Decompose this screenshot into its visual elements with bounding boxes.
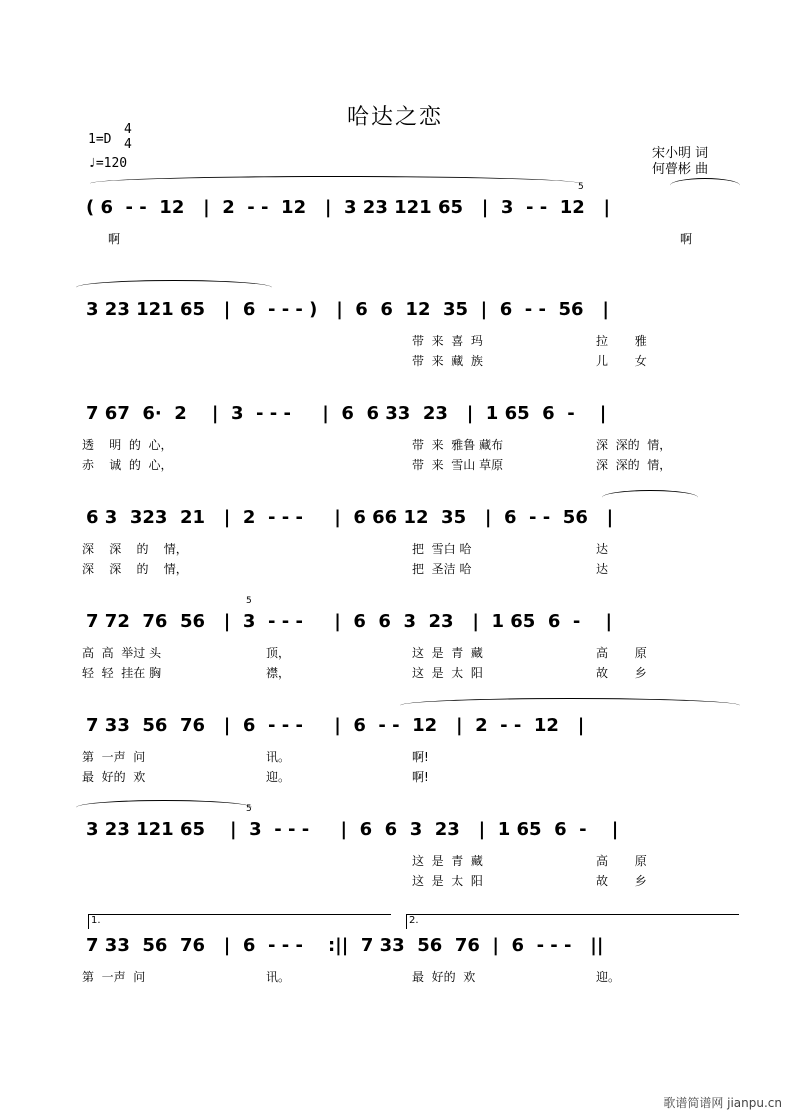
lyric-4b: 故 乡 <box>596 666 647 680</box>
lyric-3b: 带 来 雪山 草原 <box>412 458 504 472</box>
time-signature <box>124 122 132 152</box>
score-row-4 <box>70 506 750 616</box>
lyric-3a: 啊! <box>412 750 429 764</box>
lyric-1: 啊 <box>108 232 121 246</box>
notes-row: ( 6 - - 12 | 2 - - 12 | 3 23 121 65 | 3 - - 12 | <box>86 197 611 218</box>
watermark: 歌谱简谱网 jianpu.cn <box>663 1096 782 1110</box>
lyric-4b: 儿 女 <box>596 354 647 368</box>
lyric-3b: 把 圣洁 哈 <box>412 562 472 576</box>
key-label: 1=D <box>88 132 112 147</box>
lyric-1b: 赤 诚 的 心， <box>82 458 173 472</box>
lyric-1a: 高 高 举过 头 <box>82 646 162 660</box>
lyric-3a: 这 是 青 藏 <box>412 854 483 868</box>
lyric-4a: 拉 雅 <box>596 334 647 348</box>
lyric-3a: 这 是 青 藏 <box>412 646 483 660</box>
lyric-3a: 把 雪白 哈 <box>412 542 472 556</box>
grace-note: 5 <box>246 596 252 606</box>
lyric-2a: 讯。 <box>266 970 291 984</box>
lyric-4a: 深 深的 情， <box>596 438 672 452</box>
lyric-1a: 透 明 的 心， <box>82 438 173 452</box>
lyric-1a: 第 一声 问 <box>82 750 146 764</box>
lyric-2a: 讯。 <box>266 750 291 764</box>
lyric-3b: 这 是 太 阳 <box>412 666 483 680</box>
lyric-3a: 最 好的 欢 <box>412 970 476 984</box>
composer: 何瞢彬 曲 <box>652 162 709 177</box>
lyricist: 宋小明 词 <box>652 146 709 161</box>
ending-2-label: 2. <box>409 915 419 926</box>
lyric-2b: 迎。 <box>266 770 291 784</box>
score-row-7 <box>70 804 750 928</box>
key-signature <box>88 132 111 147</box>
score-row-2 <box>70 298 750 408</box>
lyric-3b: 这 是 太 阳 <box>412 874 483 888</box>
notes-row: 7 33 56 76 | 6 - - - :|| 7 33 56 76 | 6 - - - || <box>86 935 604 956</box>
lyric-1b: 轻 轻 挂在 胸 <box>82 666 162 680</box>
lyric-1a: 深 深 的 情， <box>82 542 188 556</box>
tempo-value: =120 <box>95 156 128 171</box>
ending-1-label: 1. <box>91 915 101 926</box>
lyric-4b: 故 乡 <box>596 874 647 888</box>
lyric-1b: 深 深 的 情， <box>82 562 188 576</box>
notes-row: 6 3 323 21 | 2 - - - | 6 66 12 35 | 6 - - 56 | <box>86 507 614 528</box>
page-title: 哈达之恋 <box>346 105 443 130</box>
lyric-3b: 啊! <box>412 770 429 784</box>
lyric-1b: 最 好的 欢 <box>82 770 146 784</box>
lyric-4a: 高 原 <box>596 854 647 868</box>
lyric-4b: 达 <box>596 562 609 576</box>
first-ending <box>88 914 391 929</box>
grace-note: 5 <box>246 804 252 814</box>
score-row-8 <box>70 915 750 1044</box>
quarter-note-icon: ♩ <box>88 156 96 171</box>
notes-row: 7 33 56 76 | 6 - - - | 6 - - 12 | 2 - - 12 | <box>86 715 585 736</box>
lyric-3b: 带 来 藏 族 <box>412 354 483 368</box>
time-top: 4 <box>124 122 132 137</box>
lyric-3a: 带 来 雅鲁 藏布 <box>412 438 504 452</box>
notes-row: 7 72 76 56 | 3 - - - | 6 6 3 23 | 1 65 6 - | <box>86 611 613 632</box>
lyric-4a: 高 原 <box>596 646 647 660</box>
lyric-4a: 迎。 <box>596 970 621 984</box>
lyric-1a: 第 一声 问 <box>82 970 146 984</box>
lyric-3a: 带 来 喜 玛 <box>412 334 483 348</box>
second-ending <box>406 914 739 929</box>
notes-row: 7 67 6· 2 | 3 - - - | 6 6 33 23 | 1 65 6 - | <box>86 403 607 424</box>
notes-row: 3 23 121 65 | 3 - - - | 6 6 3 23 | 1 65 6 - | <box>86 819 619 840</box>
notes-row: 3 23 121 65 | 6 - - - ) | 6 6 12 35 | 6 - - 56 | <box>86 299 609 320</box>
lyric-4a: 达 <box>596 542 609 556</box>
lyric-4: 啊 <box>680 232 693 246</box>
lyric-2b: 襟， <box>266 666 291 680</box>
grace-note: 5 <box>578 182 584 192</box>
lyric-2a: 顶， <box>266 646 291 660</box>
tempo-marking <box>88 156 127 171</box>
lyric-4b: 深 深的 情， <box>596 458 672 472</box>
time-bottom: 4 <box>124 137 132 152</box>
